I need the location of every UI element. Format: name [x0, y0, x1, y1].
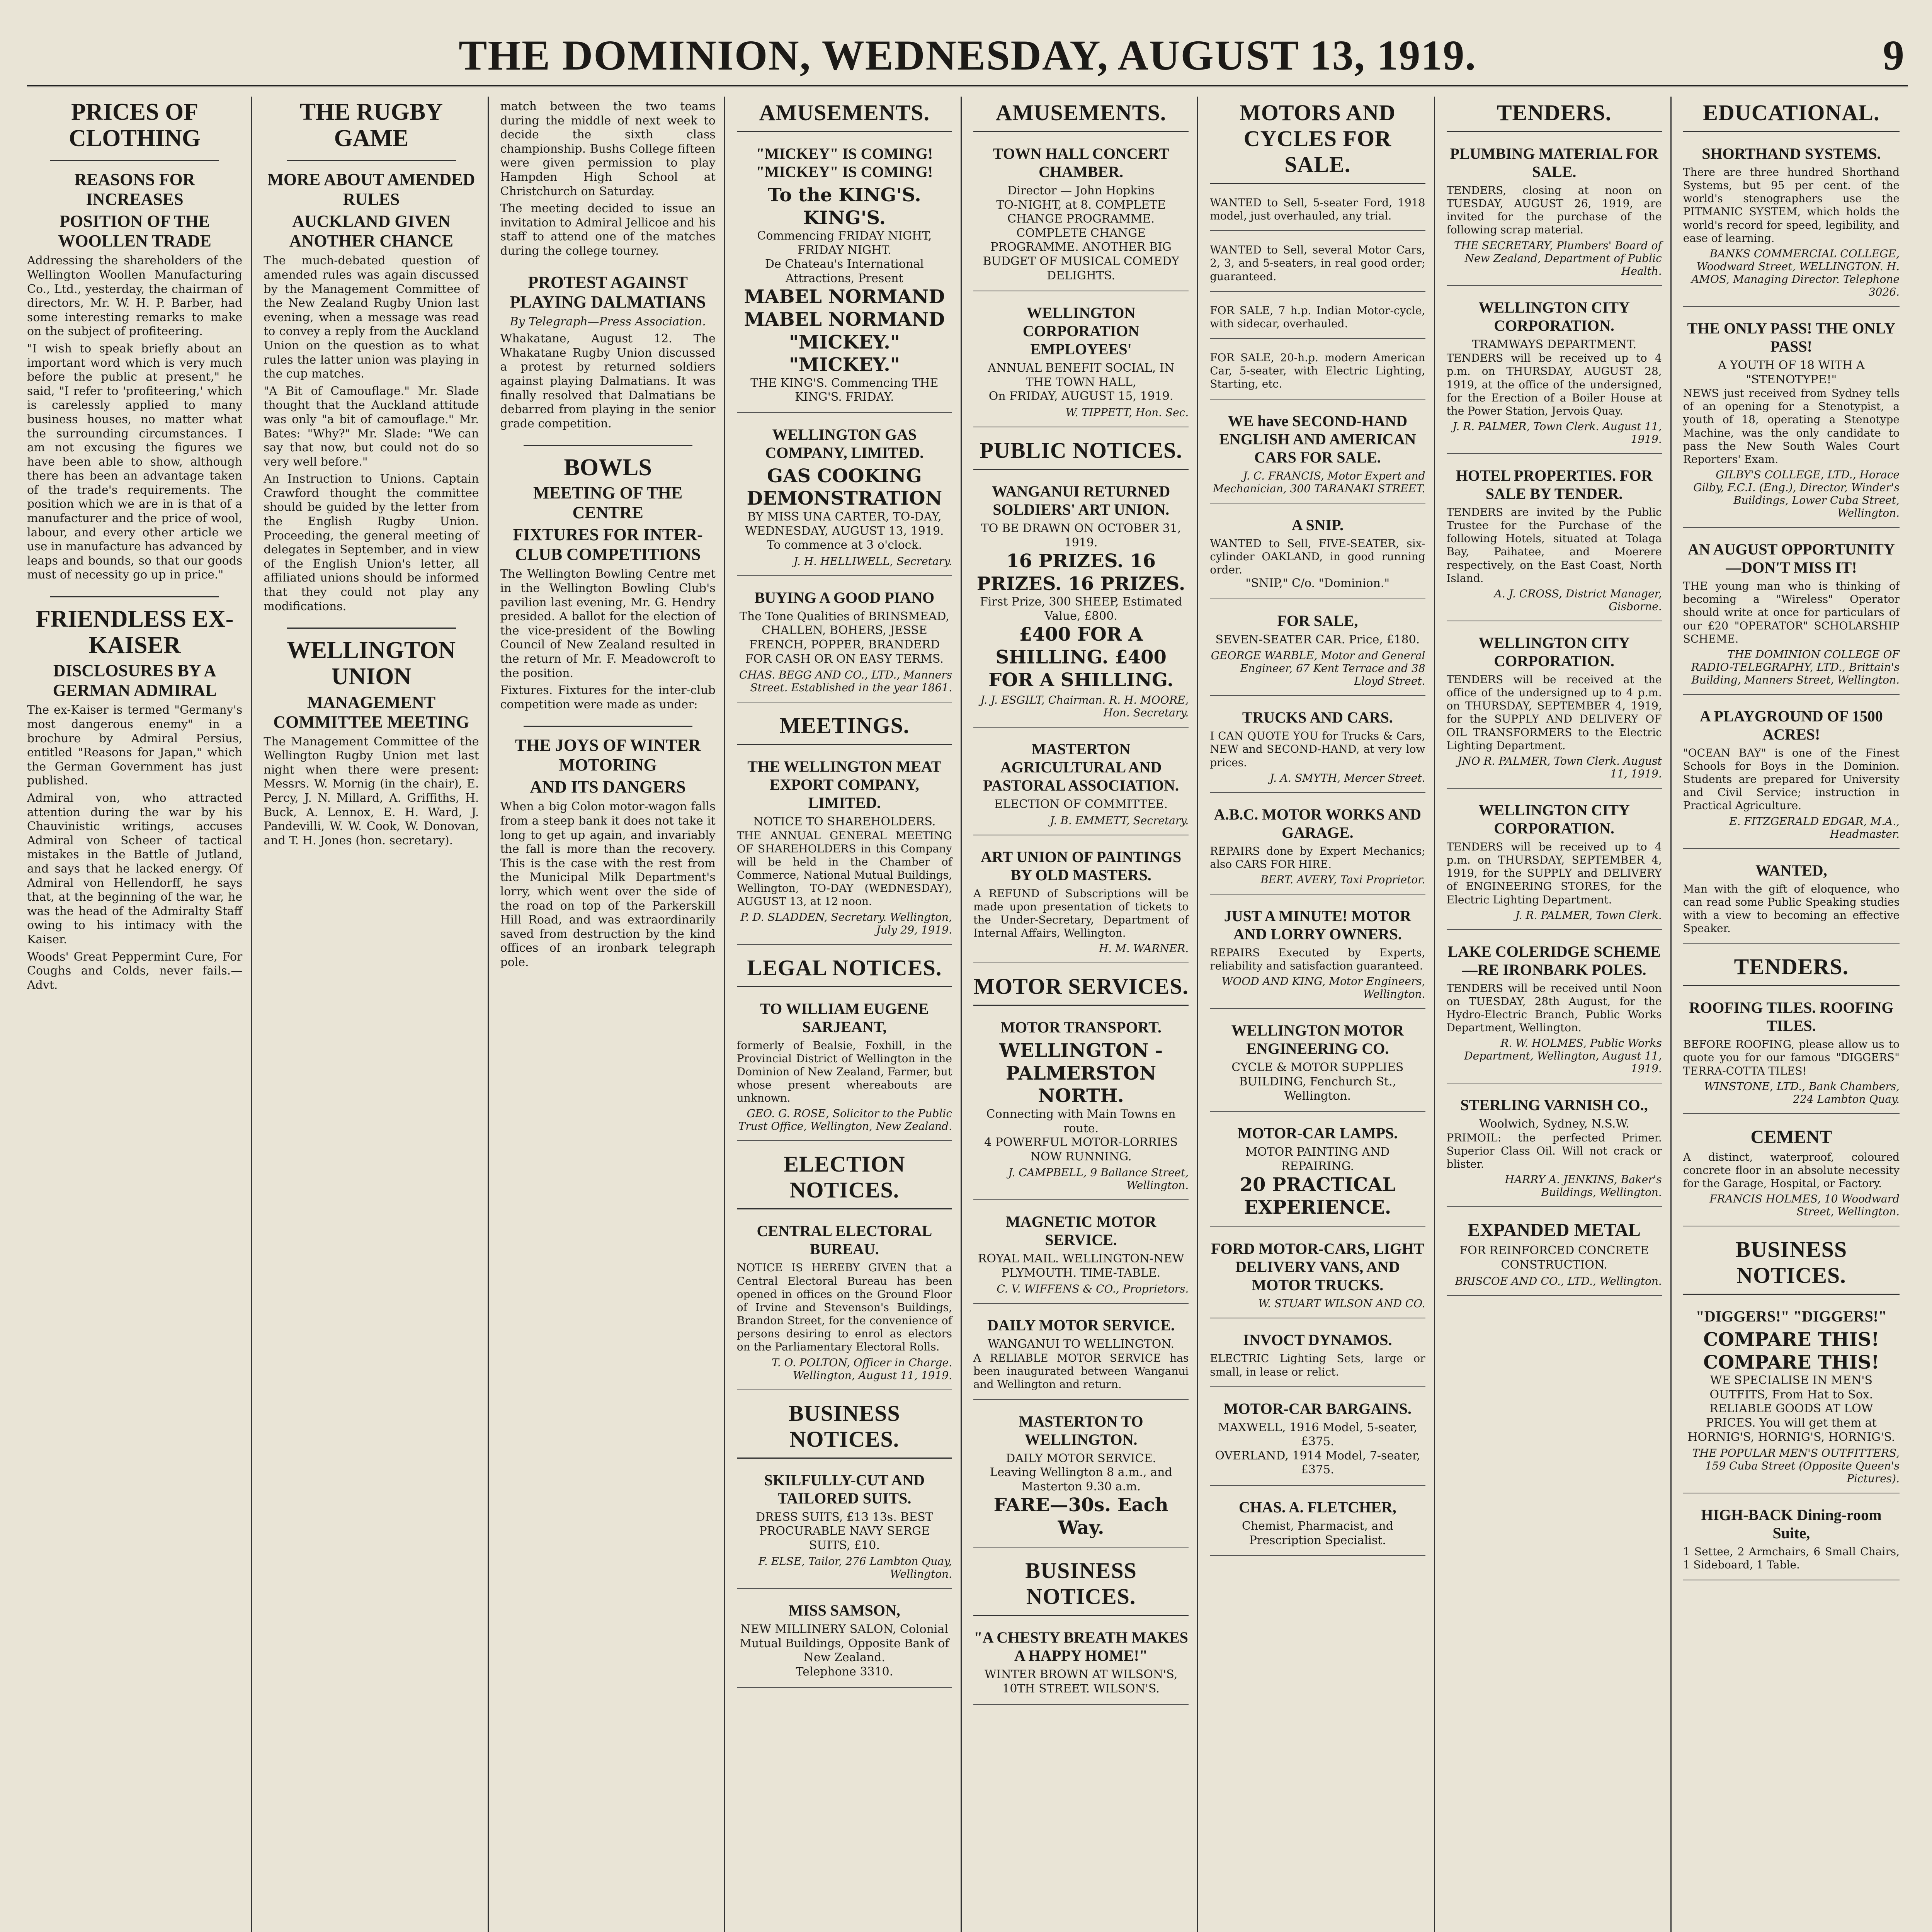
ad-text: REPAIRS done by Expert Mechanics; also CARS FOR HIRE. — [1210, 844, 1425, 871]
advertisement-masterton-association — [973, 735, 1189, 835]
ad-text: ELECTRIC Lighting Sets, large or small, in lease or relict. — [1210, 1352, 1425, 1378]
ad-text: WANTED to Sell, FIVE-SEATER, six-cylinder OAKLAND, in good running order. — [1210, 537, 1425, 576]
ad-title: "A CHESTY BREATH MAKES A HAPPY HOME!" — [974, 1629, 1188, 1665]
section-heading: MOTOR SERVICES. — [973, 970, 1189, 1006]
ad-line: £400 FOR A SHILLING. £400 FOR A SHILLING. — [988, 624, 1173, 691]
ad-line: Chemist, Pharmacist, and Prescription Specialist. — [1242, 1519, 1393, 1547]
ad-title: WELLINGTON CORPORATION EMPLOYEES' — [1022, 304, 1139, 358]
tender-ironbark-poles — [1447, 937, 1662, 1084]
advertisement-ocean-bay — [1683, 702, 1900, 849]
ad-title: MASTERTON AGRICULTURAL AND PASTORAL ASSOCIATION. — [983, 740, 1179, 794]
section-heading: TENDERS. — [1447, 97, 1662, 132]
ad-title: "MICKEY" IS COMING! "MICKEY" IS COMING! — [756, 145, 933, 180]
ad-signature: THE SECRETARY, Plumbers' Board of New Zealand, Department of Public Health. — [1454, 239, 1662, 277]
ad-text: "OCEAN BAY" is one of the Finest Schools for Boys in the Dominion. Students are prepared for University and Civil Service; instruction in Practical Agriculture. — [1683, 746, 1900, 812]
ad-text: WANTED to Sell, several Motor Cars, 2, 3, and 5-seaters, in real good order; guaranteed. — [1210, 243, 1425, 283]
page-number: 9 — [1883, 32, 1904, 79]
tender-transformers — [1447, 628, 1662, 789]
headline: PROTEST AGAINST PLAYING DALMATIANS — [510, 272, 706, 311]
ad-line: MAXWELL, 1916 Model, 5-seater, £375. — [1218, 1420, 1418, 1449]
paragraph: When a big Colon motor-wagon falls from a steep bank it does not take it long to get up again, and invariably the fall is more than the recovery. This is the case with the rest from the Municipal Milk Department's lorry, which went over the side of the road on top of the Parkerskill Hill Road, and was extraordinarily saved from destruction by the kind offices of an ironbark telegraph pole. — [500, 800, 716, 969]
ad-line: COMPARE THIS! COMPARE THIS! — [1703, 1329, 1879, 1373]
ad-title: MAGNETIC MOTOR SERVICE. — [1005, 1213, 1156, 1249]
ad-title: WANGANUI RETURNED SOLDIERS' ART UNION. — [992, 482, 1170, 518]
ad-line: A YOUTH OF 18 WITH A "STENOTYPE!" — [1718, 358, 1865, 386]
masthead-title: THE DOMINION, WEDNESDAY, AUGUST 13, 1919. — [459, 32, 1476, 79]
advertisement-motor-engineering — [1210, 1016, 1425, 1112]
paragraph: Addressing the shareholders of the Wellington Woollen Manufacturing Co., Ltd., yesterday, the chairman of directors, Mr. W. H. P. Barber, had some interesting remarks to make on the subject of profiteering. — [27, 254, 243, 338]
ad-title: CENTRAL ELECTORAL BUREAU. — [757, 1222, 932, 1258]
ad-title: SHORTHAND SYSTEMS. — [1702, 145, 1881, 162]
ad-text: FOR SALE, 20-h.p. modern American Car, 5-seater, with Electric Lighting, Starting, etc. — [1210, 351, 1425, 391]
ad-line: Connecting with Main Towns en route. — [986, 1107, 1176, 1135]
divider — [287, 160, 456, 161]
ad-line: MOTOR PAINTING AND REPAIRING. — [1245, 1145, 1390, 1173]
article-winter-motoring — [500, 735, 716, 969]
ad-title: ROOFING TILES. ROOFING TILES. — [1689, 999, 1894, 1035]
ad-line: Woolwich, Sydney, N.S.W. — [1479, 1117, 1629, 1131]
ad-signature: C. V. WIFFENS & CO., Proprietors. — [997, 1282, 1189, 1296]
headline: FRIENDLESS EX-KAISER — [36, 606, 234, 659]
ad-text: TENDERS, closing at noon on TUESDAY, AUGUST 26, 1919, are invited for the purchase of the following scrap material. — [1446, 184, 1662, 236]
ad-signature: H. M. WARNER. — [1099, 942, 1189, 955]
masthead — [27, 27, 1908, 87]
ad-title: A.B.C. MOTOR WORKS AND GARAGE. — [1214, 805, 1422, 841]
ad-line: SEVEN-SEATER CAR. Price, £180. — [1215, 633, 1420, 646]
ad-line: TRAMWAYS DEPARTMENT. — [1472, 337, 1637, 351]
ad-title: MASTERTON TO WELLINGTON. — [1019, 1412, 1143, 1448]
section-heading: BUSINESS NOTICES. — [1683, 1233, 1900, 1295]
subheadline: FIXTURES FOR INTER-CLUB COMPETITIONS — [513, 525, 703, 564]
ad-title: FORD MOTOR-CARS, LIGHT DELIVERY VANS, AND MOTOR TRUCKS. — [1211, 1240, 1424, 1294]
ad-line: WELLINGTON - PALMERSTON NORTH. — [999, 1040, 1163, 1107]
ad-signature: F. ELSE, Tailor, 276 Lambton Quay, Wellington. — [758, 1555, 952, 1581]
column-5 — [973, 97, 1198, 1932]
ad-title: INVOCT DYNAMOS. — [1243, 1331, 1392, 1349]
ad-title: MOTOR TRANSPORT. — [1000, 1019, 1162, 1036]
advertisement-benefit-social — [973, 298, 1189, 427]
advertisement-expanded-metal — [1447, 1214, 1662, 1296]
ad-title: SKILFULLY-CUT AND TAILORED SUITS. — [764, 1471, 925, 1507]
column-6 — [1210, 97, 1435, 1932]
tender-tramways — [1447, 293, 1662, 454]
ad-signature: FRANCIS HOLMES, 10 Woodward Street, Wellington. — [1709, 1192, 1900, 1218]
ad-title: WELLINGTON GAS COMPANY, LIMITED. — [765, 425, 924, 461]
ad-line: OVERLAND, 1914 Model, 7-seater, £375. — [1215, 1449, 1420, 1477]
classified-ad — [1210, 238, 1425, 291]
classified-ad — [1210, 191, 1425, 231]
article-prices-of-clothing — [27, 99, 242, 582]
ad-text: NOTICE IS HEREBY GIVEN that a Central Electoral Bureau has been opened in offices on the Ground Floor of Irvine and Stevenson's Buildings, Brandon Street, for the convenience of persons desiring to enrol as electors on the Parliamentary Electoral Rolls. — [736, 1261, 952, 1354]
ad-line: WANGANUI TO WELLINGTON. — [988, 1337, 1175, 1351]
advertisement-car-bargains — [1210, 1394, 1425, 1486]
section-heading: BUSINESS NOTICES. — [737, 1397, 952, 1459]
ad-signature: J. CAMPBELL, 9 Ballance Street, Wellington. — [1008, 1166, 1189, 1192]
section-heading: AMUSEMENTS. — [973, 97, 1189, 132]
headline: PRICES OF CLOTHING — [69, 99, 201, 152]
ad-signature: WINSTONE, LTD., Bank Chambers, 224 Lambton Quay. — [1704, 1080, 1900, 1105]
divider — [50, 596, 219, 597]
divider — [50, 160, 219, 161]
ad-title: TO WILLIAM EUGENE SARJEANT, — [760, 1000, 929, 1036]
ad-title: BUYING A GOOD PIANO — [754, 588, 935, 606]
ad-signature: W. STUART WILSON AND CO. — [1258, 1297, 1425, 1310]
ad-signature: P. D. SLADDEN, Secretary. Wellington, July 29, 1919. — [740, 910, 952, 936]
ad-line: DRESS SUITS, £13 13s. BEST PROCURABLE NAVY SERGE SUITS, £10. — [755, 1510, 933, 1552]
ad-title: A SNIP. — [1291, 516, 1344, 534]
ad-line: 16 PRIZES. 16 PRIZES. 16 PRIZES. — [976, 550, 1185, 595]
ad-line: ELECTION OF COMMITTEE. — [994, 798, 1168, 811]
ad-text: TENDERS will be received until Noon on TUESDAY, 28th August, for the Hydro-Electric Branch, Public Works Department, Wellington. — [1446, 981, 1662, 1034]
ad-signature: R. W. HOLMES, Public Works Department, Wellington, August 11, 1919. — [1464, 1037, 1662, 1075]
advert-line: Woods' Great Peppermint Cure, For Coughs and Colds, never fails.—Advt. — [27, 950, 243, 992]
paragraph: Fixtures. Fixtures for the inter-club competition were made as under: — [500, 684, 716, 711]
ad-line: MABEL NORMAND MABEL NORMAND — [744, 286, 945, 331]
ad-line: DAILY MOTOR SERVICE. — [1006, 1451, 1156, 1465]
ad-line: Telephone 3310. — [796, 1665, 893, 1679]
headline: WELLINGTON UNION — [287, 637, 456, 690]
ad-text: THE ANNUAL GENERAL MEETING OF SHAREHOLDERS in this Company will be held in the Chamber of Commerce, National Mutual Buildings, Wellington, TO-DAY (WEDNESDAY), AUGUST 13, at 12 noon. — [736, 829, 952, 908]
ad-text: WANTED to Sell, 5-seater Ford, 1918 model, just overhauled, any trial. — [1210, 196, 1425, 223]
ad-signature: W. TIPPETT, Hon. Sec. — [1065, 406, 1189, 419]
section-heading: PUBLIC NOTICES. — [973, 434, 1189, 470]
ad-line: TO-NIGHT, at 8. COMPLETE CHANGE PROGRAMME. COMPLETE CHANGE PROGRAMME. ANOTHER BIG BUDGET OF MUSICAL COMEDY DELIGHTS. — [983, 198, 1179, 282]
ad-signature: A. J. CROSS, District Manager, Gisborne. — [1494, 587, 1662, 613]
classified-ad — [1210, 299, 1425, 339]
advertisement-old-masters — [973, 842, 1189, 964]
paragraph: The meeting decided to issue an invitation to Admiral Jellicoe and his staff to attend one of the matches during the college tourney. — [500, 202, 716, 258]
ad-text: REPAIRS Executed by Experts, reliability and satisfaction guaranteed. — [1210, 946, 1425, 973]
ad-title: TOWN HALL CONCERT CHAMBER. — [993, 145, 1169, 180]
ad-title: WELLINGTON CITY CORPORATION. — [1478, 634, 1630, 670]
ad-text: TENDERS are invited by the Public Trustee for the Purchase of the following Hotels, situated at Tolaga Bay, Paihatee, and Moerere respectively, on the East Coast, North Island. — [1446, 506, 1662, 585]
ad-title: CEMENT — [1750, 1126, 1832, 1147]
ad-signature: T. O. POLTON, Officer in Charge. Wellington, August 11, 1919. — [772, 1356, 952, 1382]
subheadline: AND ITS DANGERS — [530, 777, 686, 797]
ad-title: DAILY MOTOR SERVICE. — [987, 1316, 1175, 1334]
advertisement-seven-seater — [1210, 606, 1425, 696]
column-4 — [737, 97, 962, 1932]
ad-title: EXPANDED METAL — [1468, 1220, 1641, 1241]
section-heading: ELECTION NOTICES. — [737, 1148, 952, 1209]
advertisement-snip — [1210, 510, 1425, 599]
ad-line: NOTICE TO SHAREHOLDERS. — [753, 815, 936, 829]
ad-line: NEW MILLINERY SALON, Colonial Mutual Buildings, Opposite Bank of New Zealand. — [740, 1622, 949, 1665]
classified-ad — [1210, 346, 1425, 399]
advertisement-hornigs — [1683, 1302, 1900, 1493]
article-continued — [500, 100, 716, 259]
ad-title: TRUCKS AND CARS. — [1242, 709, 1393, 726]
ad-signature: J. C. FRANCIS, Motor Expert and Mechanician, 300 TARANAKI STREET. — [1213, 469, 1425, 495]
paragraph: "A Bit of Camouflage." Mr. Slade thought that the Auckland attitude was only "a bit of camouflage." Mr. Bates: "Why?" Mr. Slade: "We can say that now, but could not do so very well before." — [264, 384, 479, 469]
ad-title: THE ONLY PASS! THE ONLY PASS! — [1687, 319, 1896, 355]
ad-line: WINTER BROWN AT WILSON'S, 10TH STREET. WILSON'S. — [984, 1668, 1178, 1696]
ad-title: WANTED, — [1755, 861, 1827, 879]
advertisement-trucks — [1210, 703, 1425, 793]
ad-line: Commencing FRIDAY NIGHT, FRIDAY NIGHT. — [757, 229, 932, 257]
article-protest-dalmatians — [500, 272, 716, 431]
ad-signature: J. B. EMMETT, Secretary. — [1050, 814, 1189, 827]
advertisement-wireless — [1683, 535, 1900, 695]
ad-signature: BRISCOE AND CO., LTD., Wellington. — [1455, 1274, 1662, 1287]
headline: BOWLS — [564, 454, 652, 481]
ad-line: ANNUAL BENEFIT SOCIAL, IN THE TOWN HALL, — [988, 361, 1174, 389]
ad-signature: J. J. ESGILT, Chairman. R. H. MOORE, Hon. Secretary. — [980, 694, 1189, 719]
column-7 — [1447, 97, 1672, 1932]
ad-line: RELIABLE GOODS AT LOW PRICES. You will get them at HORNIG'S, HORNIG'S, HORNIG'S. — [1687, 1402, 1895, 1444]
subheadline: REASONS FOR INCREASES — [74, 170, 195, 209]
subheadline: MORE ABOUT AMENDED RULES — [267, 170, 475, 209]
ad-text: FOR SALE, 7 h.p. Indian Motor-cycle, with sidecar, overhauled. — [1210, 304, 1425, 330]
advertisement-piano — [737, 583, 952, 702]
ad-line: BY MISS UNA CARTER, TO-DAY, WEDNESDAY, AUGUST 13, 1919. — [745, 510, 944, 538]
section-heading: TENDERS. — [1683, 951, 1900, 986]
advertisement-millinery — [737, 1596, 952, 1687]
ad-title: THE WELLINGTON MEAT EXPORT COMPANY, LIMITED. — [747, 758, 942, 812]
ad-text: TENDERS will be received up to 4 p.m. on THURSDAY, SEPTEMBER 4, 1919, for the SUPPLY and DELIVERY of ENGINEERING STORES, for the Electric Lighting Department. — [1446, 840, 1662, 906]
ad-line: TO BE DRAWN ON OCTOBER 31, 1919. — [981, 521, 1181, 549]
ad-title: CHAS. A. FLETCHER, — [1238, 1498, 1396, 1516]
ad-line: 4 POWERFUL MOTOR-LORRIES NOW RUNNING. — [984, 1136, 1178, 1163]
ad-text: A RELIABLE MOTOR SERVICE has been inaugurated between Wanganui and Wellington and return. — [973, 1352, 1189, 1391]
paragraph: The much-debated question of amended rules was again discussed by the Management Committee of the New Zealand Rugby Union last evening, when a message was read to convey a reply from the Auckland Union on the question as to what rules the latter union was playing in the cup matches. — [264, 254, 479, 381]
ad-text: Man with the gift of eloquence, who can read some Public Speaking studies with a view to becoming an effective Speaker. — [1683, 882, 1900, 935]
paragraph: An Instruction to Unions. Captain Crawford thought the committee should be guided by the letter from the English Rugby Union. Proceeding, the general meeting of delegates in September, and in view of the English Union's letter, all affiliated unions should be informed that they could not play any modifications. — [264, 472, 479, 613]
ad-signature: CHAS. BEGG AND CO., LTD., Manners Street. Established in the year 1861. — [739, 668, 952, 694]
subheadline: MANAGEMENT COMMITTEE MEETING — [273, 692, 469, 731]
ad-signature: GILBY'S COLLEGE, LTD., Horace Gilby, F.C.I. (Eng.), Director, Winder's Buildings, Lower Cuba Street, Wellington. — [1693, 468, 1900, 520]
subheadline: MEETING OF THE CENTRE — [533, 483, 683, 522]
divider — [524, 726, 692, 727]
paragraph: The ex-Kaiser is termed "Germany's most dangerous enemy" in a brochure by Admiral Persius, entitled "Reasons for Japan," which the German Government has just published. — [27, 703, 243, 788]
election-notice — [737, 1216, 952, 1390]
advertisement-second-hand-cars — [1210, 406, 1425, 503]
section-heading: MOTORS AND CYCLES FOR SALE. — [1210, 97, 1425, 184]
columns — [27, 97, 1908, 1932]
ad-text: 1 Settee, 2 Armchairs, 6 Small Chairs, 1 Sideboard, 1 Table. — [1683, 1545, 1900, 1571]
ad-signature: E. FITZGERALD EDGAR, M.A., Headmaster. — [1729, 815, 1900, 840]
advertisement-gas-company — [737, 420, 952, 576]
column-3 — [500, 97, 725, 1932]
article-wellington-union — [264, 637, 479, 848]
column-1 — [27, 97, 252, 1932]
ad-text: NEWS just received from Sydney tells of an opening for a Stenotypist, a youth of 18, operating a Stenotype Machine, was the only candidate to pass the New South Wales Court Reporters' Exam. — [1683, 387, 1900, 466]
article-bowls — [500, 454, 716, 712]
paragraph: The Management Committee of the Wellington Rugby Union met last night when there were present: Messrs. W. Mornig (in the chair), E. Percy, J. N. Millard, A. Griffiths, H. Buck, A. Lennox, E. H. Ward, J. Pandevilli, W. W. Cook, W. Donovan, and T. H. Jones (hon. secretary). — [264, 735, 479, 847]
ad-line: FARE—30s. Each Way. — [993, 1494, 1168, 1539]
headline: THE JOYS OF WINTER MOTORING — [515, 736, 701, 775]
advertisement-kings-theatre — [737, 139, 952, 413]
advertisement-meat-export — [737, 752, 952, 945]
advertisement-ford — [1210, 1234, 1425, 1318]
ad-line: On FRIDAY, AUGUST 15, 1919. — [988, 389, 1173, 403]
ad-signature: GEORGE WARBLE, Motor and General Engineer, 67 Kent Terrace and 38 Lloyd Street. — [1211, 649, 1425, 688]
ad-text: PRIMOIL: the perfected Primer. Superior Class Oil. Will not crack or blister. — [1446, 1131, 1662, 1171]
article-rugby-game — [264, 99, 479, 614]
ad-title: ART UNION OF PAINTINGS BY OLD MASTERS. — [981, 848, 1182, 884]
subheadline: POSITION OF THE WOOLLEN TRADE — [58, 212, 211, 251]
section-heading: MEETINGS. — [737, 709, 952, 745]
ad-title: WELLINGTON CITY CORPORATION. — [1478, 298, 1630, 334]
paragraph: "I wish to speak briefly about an important word which is very much before the public at present," he said, "I refer to 'profiteering,' which is carelessly applied to many business houses, no matter what the surrounding circumstances. I am not excusing the figures we have been able to show, although there has been an advantage taken of the trade's requirements. The position which we are in is that of a manufacturer and the price of wool, labour, and every other article we use in manufacture has advanced by leaps and bounds, so that our goods must of necessity go up in price." — [27, 342, 243, 582]
ad-text: TENDERS will be received at the office of the undersigned up to 4 p.m. on THURSDAY, SEPTEMBER 4, 1919, for the SUPPLY AND DELIVERY OF OIL TRANSFORMERS to the Electric Lighting Department. — [1446, 673, 1662, 752]
ad-line: 20 PRACTICAL EXPERIENCE. — [1240, 1174, 1396, 1218]
paragraph: The Wellington Bowling Centre met in the Wellington Bowling Club's pavilion last evening, Mr. G. Hendry presided. A ballot for the election of the vice-president of the Bowling Council of New Zealand resulted in the return of Mr. F. Meadowcroft to the position. — [500, 567, 716, 680]
tender-engineering-stores — [1447, 796, 1662, 930]
ad-title: MISS SAMSON, — [788, 1602, 900, 1619]
ad-signature: THE POPULAR MEN'S OUTFITTERS, 159 Cuba Street (Opposite Queen's Pictures). — [1692, 1447, 1900, 1485]
advertisement-wilsons — [973, 1623, 1189, 1704]
article-friendless-ex-kaiser — [27, 606, 242, 992]
section-heading: LEGAL NOTICES. — [737, 952, 952, 987]
divider — [287, 628, 456, 629]
dateline: By Telegraph—Press Association. — [510, 315, 706, 328]
ad-line: First Prize, 300 SHEEP, Estimated Value, £800. — [980, 595, 1182, 623]
ad-line: CYCLE & MOTOR SUPPLIES BUILDING, Fenchurch St., Wellington. — [1231, 1061, 1404, 1103]
advertisement-abc-motor — [1210, 800, 1425, 895]
ad-title: WE have SECOND-HAND ENGLISH AND AMERICAN CARS FOR SALE. — [1219, 412, 1416, 466]
ad-signature: BANKS COMMERCIAL COLLEGE, Woodward Street, WELLINGTON. H. AMOS, Managing Director. Telephone 3026. — [1691, 247, 1900, 298]
section-heading: EDUCATIONAL. — [1683, 97, 1900, 132]
advertisement-lamps — [1210, 1119, 1425, 1227]
ad-text: TENDERS will be received up to 4 p.m. on THURSDAY, AUGUST 28, 1919, at the office of the undersigned, for the Erection of a Boiler House at the Power Station, Jervois Quay. — [1446, 352, 1662, 417]
ad-title: STERLING VARNISH CO., — [1460, 1096, 1648, 1114]
ad-line: To the KING'S. KING'S. — [768, 184, 921, 229]
tender-plumbing — [1447, 139, 1662, 286]
ad-text: There are three hundred Shorthand Systems, but 95 per cent. of the world's stenographers use the PITMANIC SYSTEM, which holds the world's record for speed, legibility, and ease of learning. — [1683, 166, 1900, 245]
advertisement-stenotype — [1683, 314, 1900, 528]
advertisement-dining-suite — [1683, 1500, 1900, 1580]
legal-notice — [737, 994, 952, 1141]
ad-text: THE young man who is thinking of becoming a "Wireless" Operator should write at once for particulars of our £20 "OPERATOR" SCHOLARSHIP SCHEME. — [1683, 580, 1900, 645]
ad-title: HIGH-BACK Dining-room Suite, — [1701, 1506, 1882, 1542]
subheadline: AUCKLAND GIVEN ANOTHER CHANCE — [289, 212, 453, 251]
advertisement-varnish — [1447, 1090, 1662, 1207]
ad-line: "SNIP," C/o. "Dominion." — [1245, 577, 1390, 590]
advertisement-roofing-tiles — [1683, 993, 1900, 1114]
subheadline: DISCLOSURES BY A GERMAN ADMIRAL — [53, 661, 217, 700]
ad-line: The Tone Qualities of BRINSMEAD, CHALLEN, BOHERS, JESSE FRENCH, POPPER, BRANDERD — [739, 609, 949, 651]
advertisement-town-hall-concert — [973, 139, 1189, 291]
advertisement-dynamos — [1210, 1325, 1425, 1387]
advertisement-daily-motor — [973, 1311, 1189, 1400]
ad-line: GAS COOKING DEMONSTRATION — [747, 465, 942, 510]
ad-signature: J. H. HELLIWELL, Secretary. — [793, 554, 952, 568]
ad-signature: JNO R. PALMER, Town Clerk. August 11, 1919. — [1458, 754, 1662, 780]
ad-line: To commence at 3 o'clock. — [767, 538, 922, 552]
advertisement-chemist — [1210, 1493, 1425, 1556]
ad-title: MOTOR-CAR BARGAINS. — [1223, 1400, 1412, 1417]
advertisement-masterton-motor — [973, 1407, 1189, 1548]
ad-line: Leaving Wellington 8 a.m., and Masterton 9.30 a.m. — [990, 1466, 1172, 1493]
ad-title: PLUMBING MATERIAL FOR SALE. — [1450, 145, 1658, 180]
ad-text: formerly of Bealsie, Foxhill, in the Provincial District of Wellington in the Dominion of New Zealand, Farmer, but whose present whereabouts are unknown. — [736, 1039, 952, 1105]
advertisement-cement — [1683, 1121, 1900, 1226]
ad-text: A distinct, waterproof, coloured concrete floor in an absolute necessity for the Garage, Hospital, or Factory. — [1683, 1150, 1900, 1190]
ad-signature: HARRY A. JENKINS, Baker's Buildings, Wellington. — [1505, 1173, 1662, 1199]
ad-title: AN AUGUST OPPORTUNITY —DON'T MISS IT! — [1688, 541, 1895, 577]
advertisement-tailor — [737, 1466, 952, 1589]
ad-line: De Chateau's International Attractions, Present — [765, 257, 924, 285]
ad-signature: WOOD AND KING, Motor Engineers, Wellington. — [1221, 975, 1425, 1001]
ad-signature: BERT. AVERY, Taxi Proprietor. — [1260, 873, 1425, 886]
ad-title: WELLINGTON CITY CORPORATION. — [1478, 801, 1630, 837]
column-2 — [264, 97, 488, 1932]
ad-text: I CAN QUOTE YOU for Trucks & Cars, NEW and SECOND-HAND, at very low prices. — [1210, 730, 1425, 769]
ad-line: WE SPECIALISE IN MEN'S OUTFITS, From Hat to Sox. — [1709, 1374, 1873, 1401]
column-8 — [1683, 97, 1908, 1932]
ad-line: FOR REINFORCED CONCRETE CONSTRUCTION. — [1459, 1244, 1649, 1272]
ad-line: FOR CASH OR ON EASY TERMS. — [745, 652, 944, 666]
paragraph: match between the two teams during the middle of next week to decide the sixth class championship. Bushs College fifteen were given permission to play Hampden High School at Christchurch on Saturday. — [500, 100, 716, 198]
ad-title: LAKE COLERIDGE SCHEME—RE IRONBARK POLES. — [1447, 942, 1661, 978]
advertisement-magnetic-motor — [973, 1207, 1189, 1304]
ad-signature: J. R. PALMER, Town Clerk. — [1515, 908, 1662, 922]
ad-text: A REFUND of Subscriptions will be made upon presentation of tickets to the Under-Secretary, Department of Internal Affairs, Wellington. — [973, 887, 1189, 940]
paragraph: Whakatane, August 12. The Whakatane Rugby Union discussed a protest by returned soldiers against playing Dalmatians. It was finally resolved that Dalmatians be debarred from playing in the senior grade competition. — [500, 332, 716, 430]
advertisement-wanted — [1683, 856, 1900, 944]
headline: THE RUGBY GAME — [299, 99, 443, 152]
ad-line: THE KING'S. Commencing THE KING'S. FRIDAY. — [750, 376, 939, 404]
ad-line: "MICKEY." "MICKEY." — [789, 331, 900, 376]
ad-signature: J. R. PALMER, Town Clerk. August 11, 1919. — [1452, 420, 1662, 446]
ad-title: MOTOR-CAR LAMPS. — [1237, 1124, 1398, 1142]
ad-title: HOTEL PROPERTIES. FOR SALE BY TENDER. — [1456, 467, 1653, 502]
ad-signature: J. A. SMYTH, Mercer Street. — [1270, 771, 1425, 784]
ad-title: WELLINGTON MOTOR ENGINEERING CO. — [1231, 1022, 1404, 1058]
paragraph: Admiral von, who attracted attention during the war by his Chauvinistic writings, accuses Admiral von Scheer of tactical mistakes in the Battle of Jutland, and says that he lacked energy. Of Admiral von Hellendorff, he says that, at the beginning of the war, he was the head of the Admiralty Staff owing to his intimacy with the Kaiser. — [27, 791, 243, 946]
ad-text: BEFORE ROOFING, please allow us to quote you for our famous "DIGGERS" TERRA-COTTA TILES! — [1683, 1038, 1900, 1077]
ad-title: A PLAYGROUND OF 1500 ACRES! — [1700, 707, 1883, 743]
advertisement-art-union — [973, 477, 1189, 728]
advertisement-motor-transport — [973, 1013, 1189, 1200]
advertisement-shorthand — [1683, 139, 1900, 307]
ad-title: FOR SALE, — [1277, 612, 1358, 629]
ad-line: Director — John Hopkins — [1007, 184, 1155, 197]
ad-signature: THE DOMINION COLLEGE OF RADIO-TELEGRAPHY, LTD., Brittain's Building, Manners Street, Wellington. — [1691, 648, 1900, 686]
ad-title: "DIGGERS!" "DIGGERS!" — [1696, 1308, 1887, 1325]
ad-line: ROYAL MAIL. WELLINGTON-NEW PLYMOUTH. TIME-TABLE. — [978, 1252, 1184, 1280]
tender-hotels — [1447, 461, 1662, 621]
advertisement-just-a-minute — [1210, 901, 1425, 1009]
divider — [524, 445, 692, 446]
section-heading: BUSINESS NOTICES. — [973, 1554, 1189, 1616]
section-heading: AMUSEMENTS. — [737, 97, 952, 132]
ad-title: JUST A MINUTE! MOTOR AND LORRY OWNERS. — [1224, 907, 1411, 943]
ad-signature: GEO. G. ROSE, Solicitor to the Public Trust Office, Wellington, New Zealand. — [738, 1107, 952, 1133]
